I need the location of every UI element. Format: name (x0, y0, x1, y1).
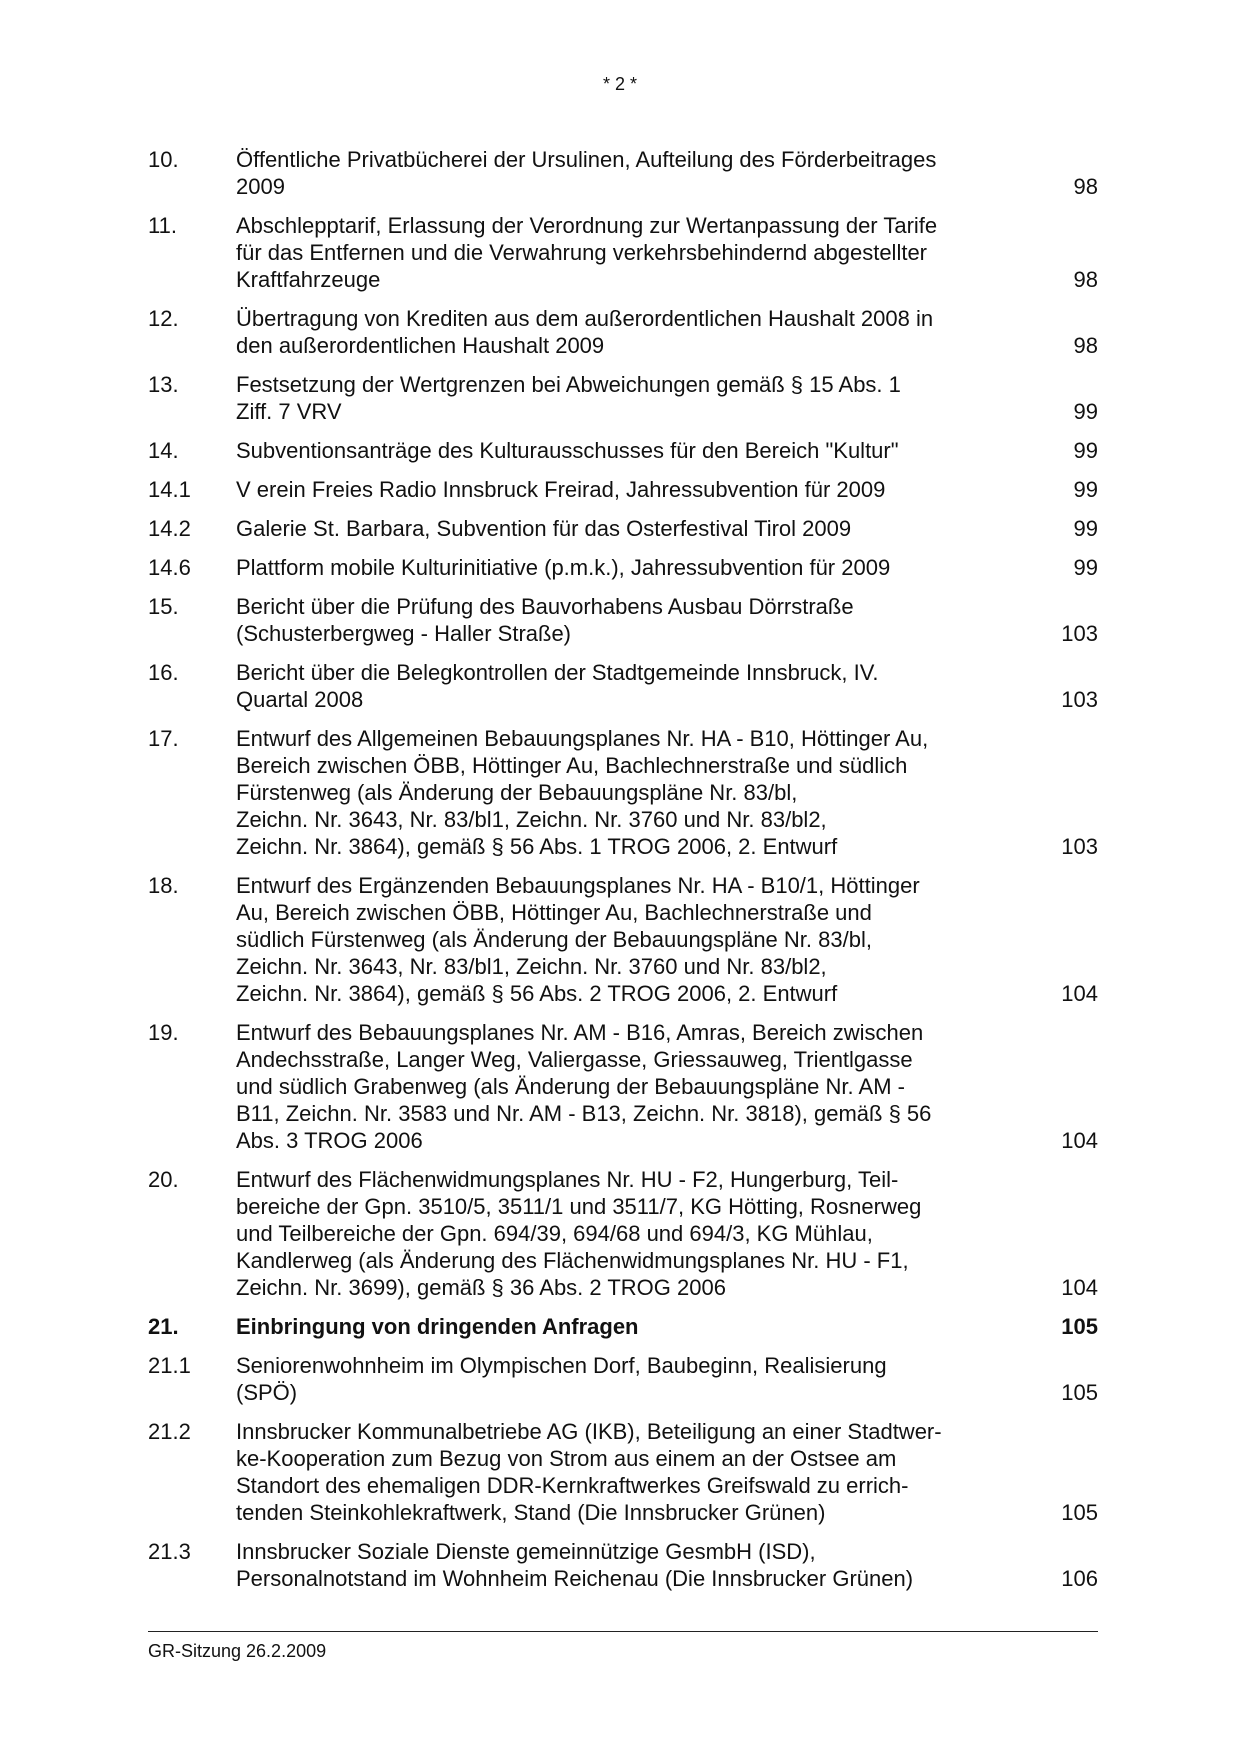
toc-entry-number: 17. (148, 726, 179, 751)
toc-entry-number: 21. (148, 1314, 179, 1339)
toc-entry-title-line: Zeichn. Nr. 3864), gemäß § 56 Abs. 1 TROG 2006, 2. Entwurf (236, 834, 838, 859)
toc-entry-page: 103 (1061, 687, 1098, 712)
toc-entry-page: 98 (1073, 333, 1098, 358)
toc-entry-title-line: Zeichn. Nr. 3699), gemäß § 36 Abs. 2 TROG 2006 (236, 1275, 726, 1300)
toc-entry (148, 437, 1098, 476)
toc-entry-title-line: Einbringung von dringenden Anfragen (236, 1314, 639, 1339)
toc-entry-title-line: und südlich Grabenweg (als Änderung der Bebauungspläne Nr. AM - (236, 1074, 905, 1099)
toc-entry-page: 103 (1061, 621, 1098, 646)
toc-entry-title-line: Galerie St. Barbara, Subvention für das Osterfestival Tirol 2009 (236, 516, 852, 541)
toc-entry-title (236, 725, 1028, 872)
toc-entry-title-line: Abschlepptarif, Erlassung der Verordnung zur Wertanpassung der Tarife (236, 213, 938, 238)
toc-entry-page: 105 (1061, 1380, 1098, 1405)
table-of-contents (148, 146, 1098, 1604)
toc-entry-title-line: Entwurf des Ergänzenden Bebauungsplanes Nr. HA - B10/1, Höttinger (236, 873, 920, 898)
toc-entry-title-line: Entwurf des Bebauungsplanes Nr. AM - B16, Amras, Bereich zwischen (236, 1020, 924, 1045)
toc-entry-number: 14.6 (148, 555, 191, 580)
toc-entry-page: 106 (1061, 1566, 1098, 1591)
toc-entry-title-line: (SPÖ) (236, 1380, 298, 1405)
toc-entry-title-line: Quartal 2008 (236, 687, 364, 712)
toc-entry (148, 212, 1098, 305)
toc-entry-title-line: Entwurf des Allgemeinen Bebauungsplanes Nr. HA - B10, Höttinger Au, (236, 726, 929, 751)
toc-entry-page: 105 (1061, 1314, 1098, 1339)
toc-entry-number: 21.2 (148, 1419, 191, 1444)
toc-entry-title (236, 305, 1028, 371)
toc-entry-title-line: Fürstenweg (als Änderung der Bebauungspläne Nr. 83/bl, (236, 780, 798, 805)
toc-entry-title (236, 1313, 1028, 1352)
toc-entry (148, 515, 1098, 554)
toc-entry-title-line: Kraftfahrzeuge (236, 267, 381, 292)
toc-entry-title-line: Andechsstraße, Langer Weg, Valiergasse, Griessauweg, Trientlgasse (236, 1047, 913, 1072)
toc-entry-title (236, 146, 1028, 212)
toc-entry-title-line: B11, Zeichn. Nr. 3583 und Nr. AM - B13, Zeichn. Nr. 3818), gemäß § 56 (236, 1101, 932, 1126)
toc-entry-page: 104 (1061, 981, 1098, 1006)
toc-entry (148, 872, 1098, 1019)
toc-entry-title-line: Abs. 3 TROG 2006 (236, 1128, 423, 1153)
toc-entry-number: 20. (148, 1167, 179, 1192)
toc-entry-title (236, 659, 1028, 725)
toc-entry-number: 14.1 (148, 477, 191, 502)
toc-entry-title-line: Übertragung von Krediten aus dem außerordentlichen Haushalt 2008 in (236, 306, 934, 331)
toc-entry-number: 14.2 (148, 516, 191, 541)
toc-entry-page: 99 (1073, 516, 1098, 541)
footer-text: GR-Sitzung 26.2.2009 (148, 1641, 327, 1661)
toc-entry-title-line: Ziff. 7 VRV (236, 399, 342, 424)
toc-entry-title-line: Innsbrucker Soziale Dienste gemeinnützige GesmbH (ISD), (236, 1539, 816, 1564)
toc-entry-title (236, 371, 1028, 437)
toc-entry-number: 14. (148, 438, 179, 463)
toc-entry-title (236, 212, 1028, 305)
toc-entry (148, 476, 1098, 515)
toc-entry-title-line: Plattform mobile Kulturinitiative (p.m.k.), Jahressubvention für 2009 (236, 555, 891, 580)
toc-entry (148, 1352, 1098, 1418)
toc-entry-title-line: für das Entfernen und die Verwahrung verkehrsbehindernd abgestellter (236, 240, 928, 265)
toc-entry-title-line: und Teilbereiche der Gpn. 694/39, 694/68 und 694/3, KG Mühlau, (236, 1221, 873, 1246)
toc-entry-page: 104 (1061, 1128, 1098, 1153)
toc-entry (148, 1166, 1098, 1313)
toc-entry-title-line: Kandlerweg (als Änderung des Flächenwidmungsplanes Nr. HU - F1, (236, 1248, 909, 1273)
toc-entry-page: 99 (1073, 399, 1098, 424)
toc-entry-title (236, 1418, 1028, 1538)
toc-entry-number: 10. (148, 147, 179, 172)
toc-entry-number: 19. (148, 1020, 179, 1045)
toc-entry-title-line: Öffentliche Privatbücherei der Ursulinen, Aufteilung des Förderbeitrages (236, 147, 937, 172)
toc-entry (148, 1418, 1098, 1538)
toc-entry-title-line: Entwurf des Flächenwidmungsplanes Nr. HU - F2, Hungerburg, Teil- (236, 1167, 899, 1192)
toc-entry-title-line: Subventionsanträge des Kulturausschusses für den Bereich "Kultur" (236, 438, 899, 463)
toc-entry-title (236, 515, 1028, 554)
toc-entry-title (236, 1538, 1028, 1604)
toc-entry-title-line: 2009 (236, 174, 285, 199)
toc-entry-number: 15. (148, 594, 179, 619)
toc-entry-title-line: bereiche der Gpn. 3510/5, 3511/1 und 3511/7, KG Hötting, Rosnerweg (236, 1194, 922, 1219)
toc-entry-number: 21.1 (148, 1353, 191, 1378)
toc-entry (148, 659, 1098, 725)
toc-entry-title-line: tenden Steinkohlekraftwerk, Stand (Die Innsbrucker Grünen) (236, 1500, 826, 1525)
toc-entry-page: 99 (1073, 438, 1098, 463)
toc-entry-title-line: Zeichn. Nr. 3643, Nr. 83/bl1, Zeichn. Nr. 3760 und Nr. 83/bl2, (236, 954, 827, 979)
toc-entry-page: 104 (1061, 1275, 1098, 1300)
toc-entry-title (236, 872, 1028, 1019)
toc-entry-title (236, 593, 1028, 659)
toc-entry-title-line: (Schusterbergweg - Haller Straße) (236, 621, 572, 646)
toc-entry-title-line: den außerordentlichen Haushalt 2009 (236, 333, 605, 358)
toc-entry-title-line: Zeichn. Nr. 3643, Nr. 83/bl1, Zeichn. Nr. 3760 und Nr. 83/bl2, (236, 807, 827, 832)
toc-entry-page: 99 (1073, 555, 1098, 580)
toc-entry-title-line: Au, Bereich zwischen ÖBB, Höttinger Au, Bachlechnerstraße und (236, 900, 872, 925)
toc-entry-title-line: Standort des ehemaligen DDR-Kernkraftwerkes Greifswald zu errich- (236, 1473, 909, 1498)
toc-entry-title (236, 437, 1028, 476)
toc-entry-title (236, 476, 1028, 515)
toc-entry (148, 593, 1098, 659)
toc-entry-title (236, 554, 1028, 593)
toc-entry-title-line: Bericht über die Belegkontrollen der Stadtgemeinde Innsbruck, IV. (236, 660, 879, 685)
toc-entry-page: 98 (1073, 267, 1098, 292)
toc-entry-page: 105 (1061, 1500, 1098, 1525)
toc-entry-title-line: Bericht über die Prüfung des Bauvorhabens Ausbau Dörrstraße (236, 594, 854, 619)
toc-entry-page: 98 (1073, 174, 1098, 199)
toc-entry-number: 21.3 (148, 1539, 191, 1564)
toc-entry-page: 103 (1061, 834, 1098, 859)
toc-entry-number: 12. (148, 306, 179, 331)
toc-entry (148, 146, 1098, 212)
toc-entry-title (236, 1166, 1028, 1313)
toc-entry (148, 554, 1098, 593)
toc-entry-page: 99 (1073, 477, 1098, 502)
toc-entry-number: 18. (148, 873, 179, 898)
toc-entry (148, 1538, 1098, 1604)
toc-entry-title-line: Festsetzung der Wertgrenzen bei Abweichungen gemäß § 15 Abs. 1 (236, 372, 901, 397)
toc-entry-title (236, 1352, 1028, 1418)
toc-entry (148, 1019, 1098, 1166)
toc-entry-title-line: Innsbrucker Kommunalbetriebe AG (IKB), Beteiligung an einer Stadtwer- (236, 1419, 942, 1444)
toc-entry-title-line: Zeichn. Nr. 3864), gemäß § 56 Abs. 2 TROG 2006, 2. Entwurf (236, 981, 838, 1006)
page-number: * 2 * (602, 74, 638, 94)
toc-entry (148, 725, 1098, 872)
toc-entry (148, 305, 1098, 371)
toc-entry-number: 13. (148, 372, 179, 397)
toc-entry-title-line: Seniorenwohnheim im Olympischen Dorf, Baubeginn, Realisierung (236, 1353, 887, 1378)
toc-entry-title (236, 1019, 1028, 1166)
toc-entry-title-line: Personalnotstand im Wohnheim Reichenau (Die Innsbrucker Grünen) (236, 1566, 914, 1591)
footer-divider (148, 1631, 1098, 1632)
toc-entry (148, 1313, 1098, 1352)
toc-entry-title-line: südlich Fürstenweg (als Änderung der Bebauungspläne Nr. 83/bl, (236, 927, 872, 952)
toc-entry-number: 16. (148, 660, 179, 685)
toc-entry-title-line: ke-Kooperation zum Bezug von Strom aus einem an der Ostsee am (236, 1446, 897, 1471)
toc-entry (148, 371, 1098, 437)
toc-entry-title-line: Bereich zwischen ÖBB, Höttinger Au, Bachlechnerstraße und südlich (236, 753, 908, 778)
toc-body (148, 146, 1098, 1604)
toc-entry-number: 11. (148, 213, 177, 238)
toc-entry-title-line: V erein Freies Radio Innsbruck Freirad, Jahressubvention für 2009 (236, 477, 886, 502)
